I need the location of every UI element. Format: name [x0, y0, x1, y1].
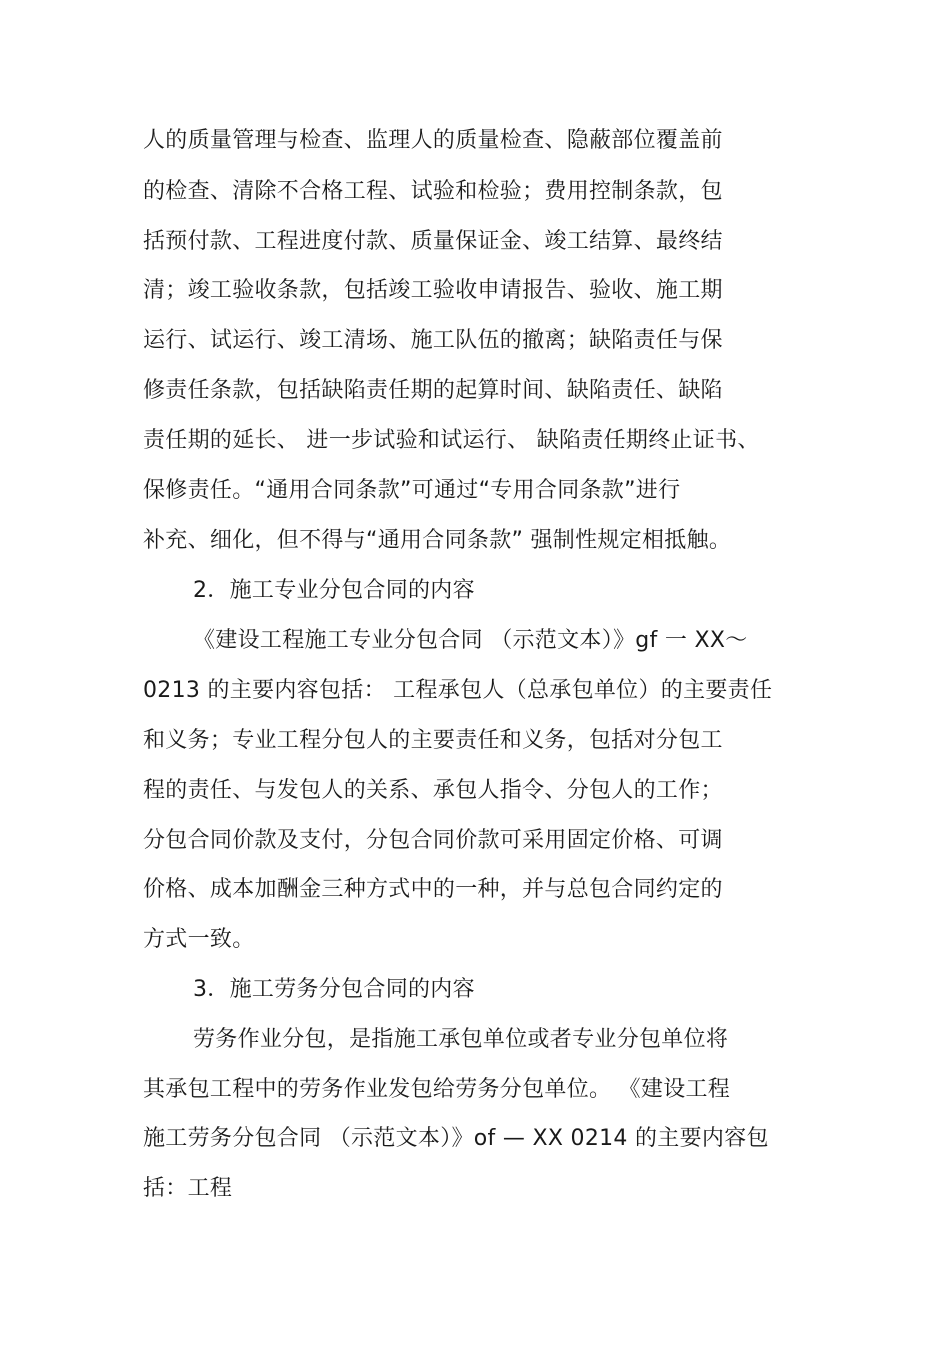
body-text-line: 补充、细化，但不得与“通用合同条款” 强制性规定相抵触。 [143, 528, 732, 553]
body-text-line: 运行、试运行、竣工清场、施工队伍的撤离；缺陷责任与保 [143, 328, 723, 353]
body-text-line: 程的责任、与发包人的关系、承包人指令、分包人的工作； [143, 778, 723, 803]
body-text-line: 施工劳务分包合同 （示范文本）》of — XX 0214 的主要内容包 [143, 1126, 769, 1151]
body-text-line: 的检查、清除不合格工程、试验和检验；费用控制条款，包 [143, 179, 723, 204]
section-heading: 3．施工劳务分包合同的内容 [193, 977, 475, 1002]
body-text-line: 价格、成本加酬金三种方式中的一种，并与总包合同约定的 [143, 877, 723, 902]
body-text-line: 和义务；专业工程分包人的主要责任和义务，包括对分包工 [143, 728, 723, 753]
body-text-line: 人的质量管理与检查、监理人的质量检查、隐蔽部位覆盖前 [143, 128, 723, 153]
body-text-line: 其承包工程中的劳务作业发包给劳务分包单位。 《建设工程 [143, 1077, 731, 1102]
body-text-line: 括：工程 [143, 1176, 233, 1201]
body-text-line: 劳务作业分包，是指施工承包单位或者专业分包单位将 [193, 1027, 729, 1052]
section-heading: 2．施工专业分包合同的内容 [193, 578, 475, 603]
body-text-line: 方式一致。 [143, 927, 255, 952]
body-text-line: 责任期的延长、 进一步试验和试运行、 缺陷责任期终止证书、 [143, 428, 760, 453]
body-text-line: 0213 的主要内容包括： 工程承包人（总承包单位）的主要责任 [143, 678, 773, 703]
body-text-line: 《建设工程施工专业分包合同 （示范文本）》gf 一 XX～ [193, 628, 748, 653]
body-text-line: 分包合同价款及支付，分包合同价款可采用固定价格、可调 [143, 828, 723, 853]
body-text-line: 括预付款、工程进度付款、质量保证金、竣工结算、最终结 [143, 229, 723, 254]
body-text-line: 清；竣工验收条款，包括竣工验收申请报告、验收、施工期 [143, 278, 723, 303]
body-text-line: 修责任条款，包括缺陷责任期的起算时间、缺陷责任、缺陷 [143, 378, 723, 403]
body-text-line: 保修责任。“通用合同条款”可通过“专用合同条款”进行 [143, 478, 681, 503]
